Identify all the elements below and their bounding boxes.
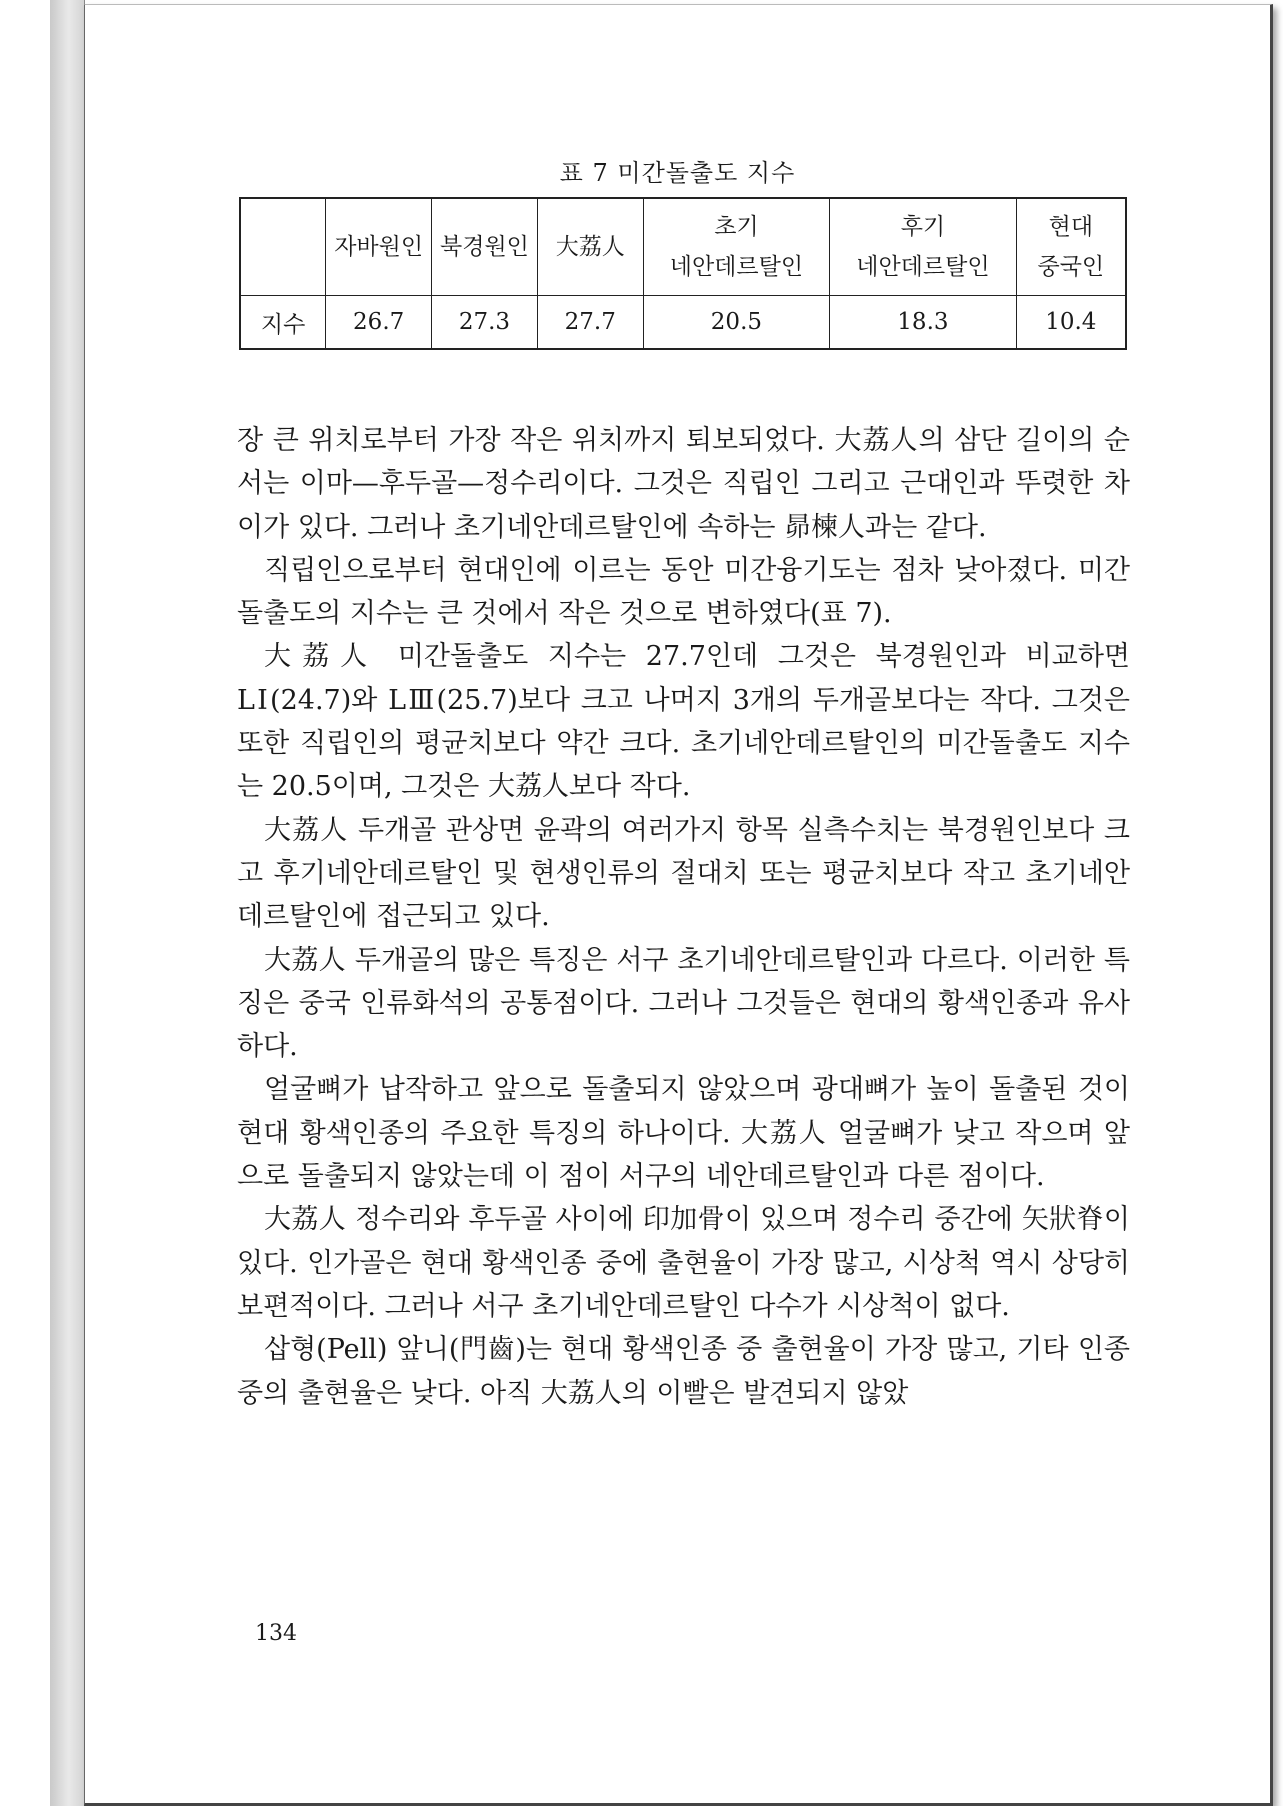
table-header-cell: 현대 중국인 [1016,198,1126,296]
paragraph: 大荔人 정수리와 후두골 사이에 印加骨이 있으며 정수리 중간에 矢狀脊이 있다. 인가골은 현대 황색인종 중에 출현율이 가장 많고, 시상척 역시 상당히 보편적이다. 그러나 서구 초기네안데르탈인 다수가 시상척이 없다. [237,1204,1130,1322]
table-cell: 27.7 [537,296,643,350]
paragraph: 大荔人 미간돌출도 지수는 27.7인데 그것은 북경원인과 비교하면 LⅠ(24.7)와 LⅢ(25.7)보다 크고 나머지 3개의 두개골보다는 작다. 그것은 또한 직립인의 평균치보다 약간 크다. 초기네안데르탈인의 미간돌출도 지수는 20.5이며, 그것은 大荔人보다 작다. [237,641,1130,803]
table-row-label: 지수 [240,296,326,350]
glabella-index-table [239,197,1127,350]
table-cell: 20.5 [643,296,830,350]
paragraph: 장 큰 위치로부터 가장 작은 위치까지 퇴보되었다. 大荔人의 삼단 길이의 순서는 이마—후두골—정수리이다. 그것은 직립인 그리고 근대인과 뚜렷한 차이가 있다. 그러나 초기네안데르탈인에 속하는 昴楝人과는 같다. [237,425,1130,543]
table-header-cell: 자바원인 [326,198,432,296]
table-header-cell: 大荔人 [537,198,643,296]
body-text [237,419,1130,1415]
table-header-row [240,198,1126,296]
paragraph: 大荔人 두개골의 많은 특징은 서구 초기네안데르탈인과 다르다. 이러한 특징은 중국 인류화석의 공통점이다. 그러나 그것들은 현대의 황색인종과 유사하다. [237,944,1130,1063]
book-page [84,4,1273,1806]
paragraph: 얼굴뼈가 납작하고 앞으로 돌출되지 않았으며 광대뼈가 높이 돌출된 것이 현대 황색인종의 주요한 특징의 하나이다. 大荔人 얼굴뼈가 낮고 작으며 앞으로 돌출되지 않았는데 이 점이 서구의 네안데르탈인과 다른 점이다. [237,1074,1130,1193]
table-cell: 18.3 [830,296,1017,350]
paragraph: 삽형(Pell) 앞니(門齒)는 현대 황색인종 중 출현율이 가장 많고, 기타 인종 중의 출현율은 낮다. 아직 大荔人의 이빨은 발견되지 않았 [237,1334,1130,1409]
paragraph: 大荔人 두개골 관상면 윤곽의 여러가지 항목 실측수치는 북경원인보다 크고 후기네안데르탈인 및 현생인류의 절대치 또는 평균치보다 작고 초기네안데르탈인에 접근되고 있다. [237,814,1130,933]
table-cell: 10.4 [1016,296,1126,350]
table-header-cell: 초기 네안데르탈인 [643,198,830,296]
book-spine [50,0,85,1806]
table-header-cell: 북경원인 [432,198,538,296]
paragraph: 직립인으로부터 현대인에 이르는 동안 미간융기도는 점차 낮아졌다. 미간돌출도의 지수는 큰 것에서 작은 것으로 변하였다(표 7). [237,554,1130,630]
table-row [240,296,1126,350]
table-caption: 표 7 미간돌출도 지수 [559,159,796,187]
page-number: 134 [255,1621,297,1646]
table-header-cell [240,198,326,296]
table-cell: 27.3 [432,296,538,350]
table-cell: 26.7 [326,296,432,350]
table-header-cell: 후기 네안데르탈인 [830,198,1017,296]
